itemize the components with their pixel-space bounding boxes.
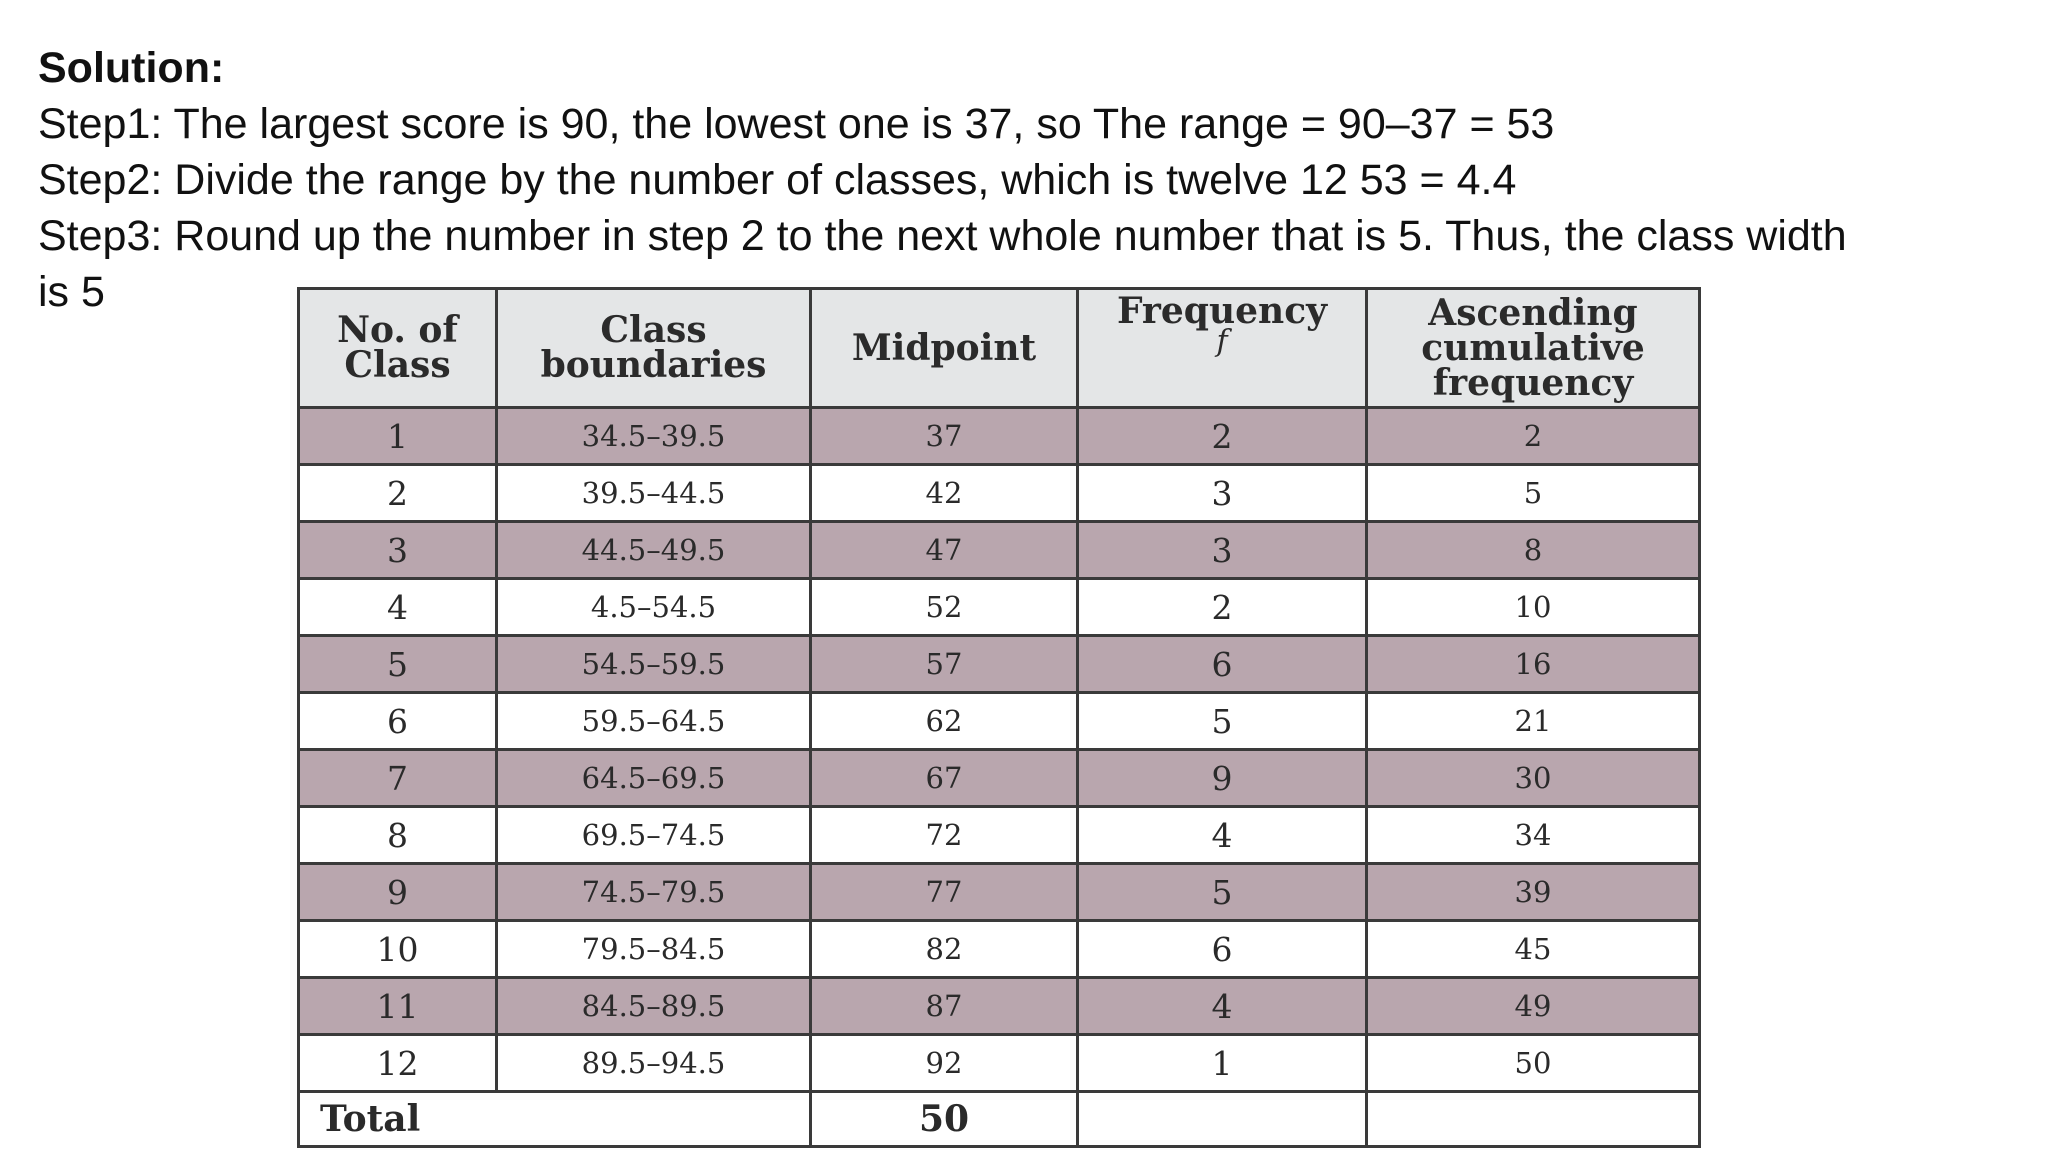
header-no-of-class-line1: No. of <box>337 309 458 351</box>
class-number-cell: 2 <box>299 465 497 522</box>
class-boundaries-cell: 89.5–94.5 <box>497 1035 811 1092</box>
table-total-row <box>299 1092 1700 1147</box>
cumulative-frequency-cell: 16 <box>1367 636 1700 693</box>
cumulative-frequency-cell: 39 <box>1367 864 1700 921</box>
class-boundaries-cell: 69.5–74.5 <box>497 807 811 864</box>
solution-text <box>38 40 2028 320</box>
frequency-cell: 1 <box>1078 1035 1367 1092</box>
table-row <box>299 921 1700 978</box>
class-number-cell: 7 <box>299 750 497 807</box>
cumulative-frequency-cell: 10 <box>1367 579 1700 636</box>
total-value: 50 <box>811 1092 1078 1147</box>
header-midpoint: Midpoint <box>811 289 1078 408</box>
midpoint-cell: 62 <box>811 693 1078 750</box>
class-number-cell: 5 <box>299 636 497 693</box>
cumulative-frequency-cell: 45 <box>1367 921 1700 978</box>
midpoint-cell: 67 <box>811 750 1078 807</box>
table-row <box>299 522 1700 579</box>
table-row <box>299 465 1700 522</box>
step-3-continuation: is 5 <box>38 268 105 316</box>
total-label: Total <box>299 1092 811 1147</box>
step-2-text: Step2: Divide the range by the number of classes, which is twelve 12 53 = 4.4 <box>38 156 1517 204</box>
class-number-cell: 6 <box>299 693 497 750</box>
total-cumulative-cell <box>1367 1092 1700 1147</box>
table-body <box>299 408 1700 1092</box>
frequency-cell: 5 <box>1078 864 1367 921</box>
header-frequency-symbol: f <box>1216 324 1228 359</box>
cumulative-frequency-cell: 34 <box>1367 807 1700 864</box>
header-cumulative-line2: cumulative <box>1421 326 1645 369</box>
class-number-cell: 3 <box>299 522 497 579</box>
midpoint-cell: 37 <box>811 408 1078 465</box>
midpoint-cell: 57 <box>811 636 1078 693</box>
cumulative-frequency-cell: 8 <box>1367 522 1700 579</box>
class-boundaries-cell: 39.5–44.5 <box>497 465 811 522</box>
frequency-cell: 6 <box>1078 921 1367 978</box>
table-row <box>299 693 1700 750</box>
table-header-row <box>299 289 1700 408</box>
midpoint-cell: 47 <box>811 522 1078 579</box>
cumulative-frequency-cell: 49 <box>1367 978 1700 1035</box>
table-row <box>299 978 1700 1035</box>
table-row <box>299 807 1700 864</box>
frequency-cell: 9 <box>1078 750 1367 807</box>
cumulative-frequency-cell: 2 <box>1367 408 1700 465</box>
header-frequency-label: Frequency <box>1116 290 1328 332</box>
header-cumulative-line3: frequency <box>1432 361 1634 404</box>
class-number-cell: 4 <box>299 579 497 636</box>
cumulative-frequency-cell: 21 <box>1367 693 1700 750</box>
header-class-boundaries-line1: Class <box>600 309 707 351</box>
solution-heading: Solution: <box>38 44 225 92</box>
header-frequency <box>1078 289 1367 408</box>
frequency-cell: 4 <box>1078 978 1367 1035</box>
table-row <box>299 579 1700 636</box>
frequency-cell: 2 <box>1078 579 1367 636</box>
class-number-cell: 8 <box>299 807 497 864</box>
midpoint-cell: 92 <box>811 1035 1078 1092</box>
frequency-cell: 5 <box>1078 693 1367 750</box>
class-boundaries-cell: 54.5–59.5 <box>497 636 811 693</box>
class-boundaries-cell: 44.5–49.5 <box>497 522 811 579</box>
midpoint-cell: 52 <box>811 579 1078 636</box>
frequency-cell: 6 <box>1078 636 1367 693</box>
header-no-of-class-line2: Class <box>344 344 451 386</box>
frequency-cell: 3 <box>1078 465 1367 522</box>
midpoint-cell: 72 <box>811 807 1078 864</box>
header-ascending-cumulative-frequency <box>1367 289 1700 408</box>
step-1-text: Step1: The largest score is 90, the lowest one is 37, so The range = 90–37 = 53 <box>38 100 1555 148</box>
frequency-cell: 2 <box>1078 408 1367 465</box>
class-boundaries-cell: 64.5–69.5 <box>497 750 811 807</box>
class-boundaries-cell: 4.5–54.5 <box>497 579 811 636</box>
frequency-cell: 4 <box>1078 807 1367 864</box>
step-3-text: Step3: Round up the number in step 2 to the next whole number that is 5. Thus, the class width <box>38 212 1847 260</box>
class-boundaries-cell: 59.5–64.5 <box>497 693 811 750</box>
table-row <box>299 636 1700 693</box>
class-boundaries-cell: 84.5–89.5 <box>497 978 811 1035</box>
header-cumulative-line1: Ascending <box>1428 291 1638 334</box>
class-boundaries-cell: 79.5–84.5 <box>497 921 811 978</box>
class-boundaries-cell: 34.5–39.5 <box>497 408 811 465</box>
cumulative-frequency-cell: 30 <box>1367 750 1700 807</box>
cumulative-frequency-cell: 50 <box>1367 1035 1700 1092</box>
table-row <box>299 750 1700 807</box>
class-number-cell: 11 <box>299 978 497 1035</box>
midpoint-cell: 87 <box>811 978 1078 1035</box>
class-number-cell: 10 <box>299 921 497 978</box>
frequency-cell: 3 <box>1078 522 1367 579</box>
table-row <box>299 864 1700 921</box>
total-frequency-cell <box>1078 1092 1367 1147</box>
frequency-distribution-table <box>297 287 1701 1148</box>
header-no-of-class <box>299 289 497 408</box>
midpoint-cell: 42 <box>811 465 1078 522</box>
table-row <box>299 408 1700 465</box>
table-row <box>299 1035 1700 1092</box>
class-boundaries-cell: 74.5–79.5 <box>497 864 811 921</box>
midpoint-cell: 82 <box>811 921 1078 978</box>
header-class-boundaries-line2: boundaries <box>540 344 767 386</box>
class-number-cell: 9 <box>299 864 497 921</box>
midpoint-cell: 77 <box>811 864 1078 921</box>
class-number-cell: 1 <box>299 408 497 465</box>
class-number-cell: 12 <box>299 1035 497 1092</box>
cumulative-frequency-cell: 5 <box>1367 465 1700 522</box>
header-class-boundaries <box>497 289 811 408</box>
